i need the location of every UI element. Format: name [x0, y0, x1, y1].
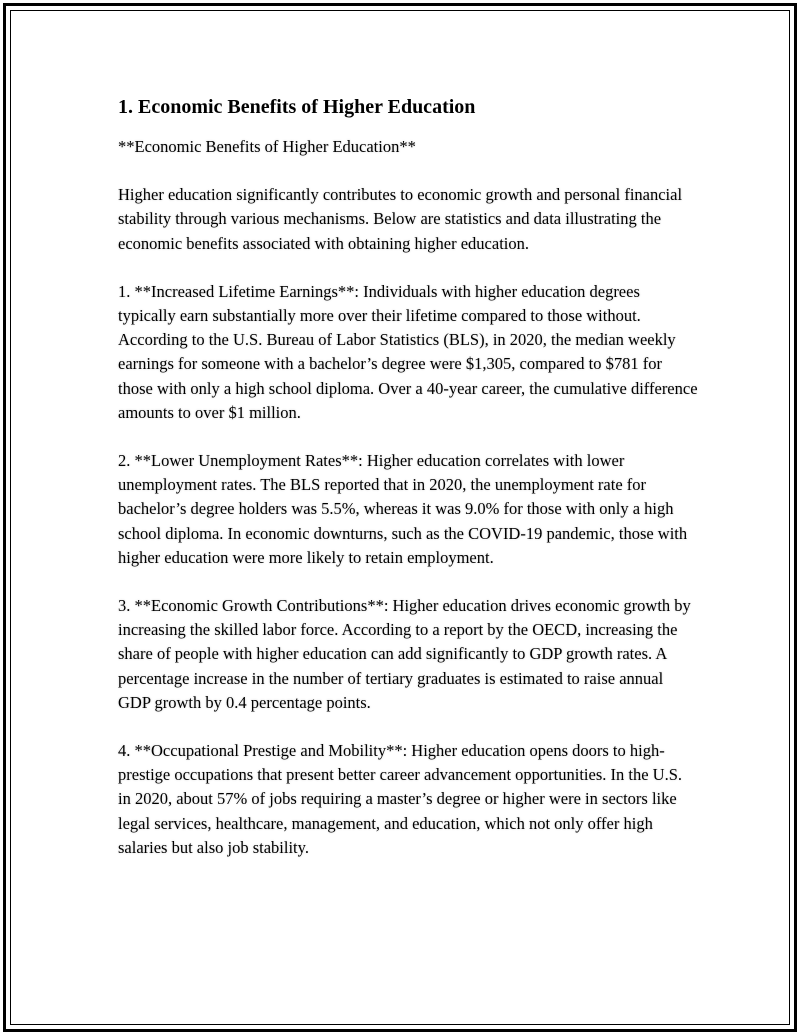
document-body: [118, 93, 698, 884]
point-economic-growth: 3. **Economic Growth Contributions**: Higher education drives economic growth by increasing the skilled labor force. According to a report by the OECD, increasing the share of people with higher education can add significantly to GDP growth rates. A percentage increase in the number of tertiary graduates is estimated to raise annual GDP growth by 0.4 percentage points.: [118, 596, 691, 712]
intro-paragraph: Higher education significantly contributes to economic growth and personal financial stability through various mechanisms. Below are statistics and data illustrating the economic benefits associated with obtaining higher education.: [118, 185, 683, 253]
point-unemployment-rates: 2. **Lower Unemployment Rates**: Higher education correlates with lower unemployment rates. The BLS reported that in 2020, the unemployment rate for bachelor’s degree holders was 5.5%, whereas it was 9.0% for those with only a high school diploma. In economic downturns, such as the COVID-19 pandemic, those with higher education were more likely to retain employment.: [118, 451, 688, 567]
point-lifetime-earnings: 1. **Increased Lifetime Earnings**: Individuals with higher education degrees typically earn substantially more over their lifetime compared to those without. According to the U.S. Bureau of Labor Statistics (BLS), in 2020, the median weekly earnings for someone with a bachelor’s degree were $1,305, compared to $781 for those with only a high school diploma. Over a 40-year career, the cumulative difference amounts to over $1 million.: [118, 281, 698, 422]
section-heading: 1. Economic Benefits of Higher Education: [118, 96, 476, 118]
section-subtitle: **Economic Benefits of Higher Education**: [118, 137, 416, 156]
point-occupational-prestige: 4. **Occupational Prestige and Mobility**: Higher education opens doors to high-prestige occupations that present better career advancement opportunities. In the U.S. in 2020, about 57% of jobs requiring a master’s degree or higher were in sectors like legal services, healthcare, management, and education, which not only offer high salaries but also job stability.: [118, 741, 683, 857]
